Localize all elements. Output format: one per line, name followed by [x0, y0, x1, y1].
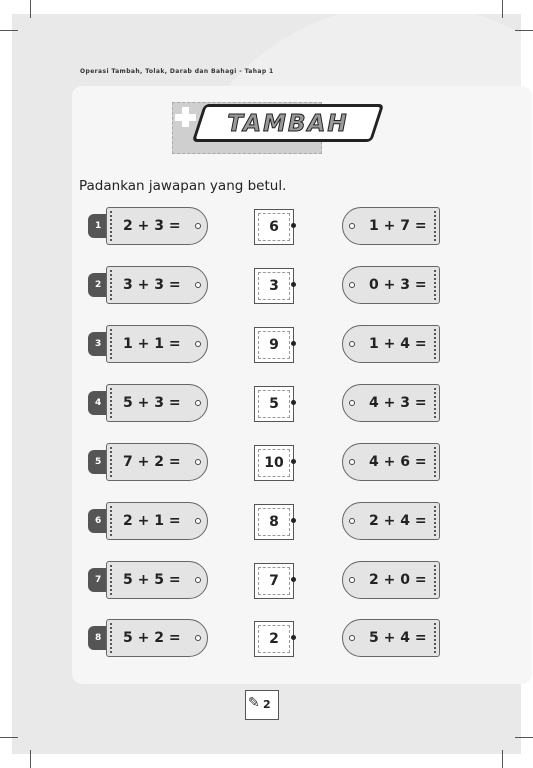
exercise-row [0, 441, 533, 483]
answer-box [254, 268, 294, 304]
exercise-row [0, 205, 533, 247]
left-expression-tag[interactable] [106, 561, 208, 599]
question-number: 1 [88, 214, 112, 238]
tag-hole-icon [349, 459, 355, 465]
title-banner [172, 98, 382, 158]
right-match-dot[interactable] [291, 282, 296, 287]
tag-hole-icon [195, 341, 201, 347]
tag-edge [110, 329, 116, 359]
exercise-row [0, 264, 533, 306]
crop-mark [0, 30, 18, 31]
crop-mark [502, 750, 503, 768]
answer-value: 5 [269, 396, 279, 412]
answer-box [254, 445, 294, 481]
question-number: 6 [88, 509, 112, 533]
tag-edge [430, 388, 436, 418]
page-number: 2 [263, 698, 271, 711]
tag-edge [110, 388, 116, 418]
answer-value: 2 [269, 631, 279, 647]
tag-edge [430, 270, 436, 300]
right-expression-tag[interactable] [342, 266, 440, 304]
header-title: Operasi Tambah, Tolak, Darab dan Bahagi [80, 68, 237, 75]
tag-hole-icon [195, 635, 201, 641]
question-number: 4 [88, 391, 112, 415]
answer-value: 6 [269, 219, 279, 235]
left-expression: 7 + 2 = [123, 454, 181, 470]
tag-hole-icon [349, 223, 355, 229]
tag-hole-icon [349, 282, 355, 288]
crop-mark [30, 750, 31, 768]
exercise-row [0, 617, 533, 659]
right-match-dot[interactable] [291, 341, 296, 346]
exercise-row [0, 382, 533, 424]
tag-hole-icon [195, 400, 201, 406]
left-expression: 2 + 3 = [123, 218, 181, 234]
tag-edge [430, 623, 436, 653]
right-expression: 1 + 7 = [369, 218, 427, 234]
banner-title: TAMBAH [227, 111, 349, 137]
question-number: 3 [88, 332, 112, 356]
left-expression-tag[interactable] [106, 443, 208, 481]
right-match-dot[interactable] [291, 518, 296, 523]
right-expression: 2 + 0 = [369, 572, 427, 588]
tag-hole-icon [349, 518, 355, 524]
crop-mark [515, 30, 533, 31]
crop-mark [30, 0, 31, 18]
question-number: 2 [88, 273, 112, 297]
tag-hole-icon [195, 518, 201, 524]
left-expression: 5 + 3 = [123, 395, 181, 411]
right-expression: 0 + 3 = [369, 277, 427, 293]
tag-edge [110, 565, 116, 595]
question-number: 7 [88, 568, 112, 592]
right-expression-tag[interactable] [342, 619, 440, 657]
answer-value: 9 [269, 337, 279, 353]
page-number-box [245, 690, 279, 720]
right-match-dot[interactable] [291, 459, 296, 464]
answer-value: 3 [269, 278, 279, 294]
right-expression: 2 + 4 = [369, 513, 427, 529]
left-expression: 5 + 2 = [123, 630, 181, 646]
right-expression-tag[interactable] [342, 502, 440, 540]
running-header [80, 68, 274, 75]
tag-edge [430, 447, 436, 477]
tag-edge [430, 211, 436, 241]
crop-mark [0, 737, 18, 738]
right-match-dot[interactable] [291, 223, 296, 228]
right-expression-tag[interactable] [342, 325, 440, 363]
tag-edge [430, 329, 436, 359]
right-expression: 1 + 4 = [369, 336, 427, 352]
crop-mark [515, 737, 533, 738]
left-expression-tag[interactable] [106, 325, 208, 363]
tag-hole-icon [195, 577, 201, 583]
tag-hole-icon [349, 341, 355, 347]
answer-box [254, 209, 294, 245]
header-stage: - Tahap 1 [239, 68, 274, 75]
answer-box [254, 386, 294, 422]
answer-box [254, 563, 294, 599]
left-expression: 1 + 1 = [123, 336, 181, 352]
right-match-dot[interactable] [291, 635, 296, 640]
instruction-text: Padankan jawapan yang betul. [79, 178, 287, 194]
tag-edge [110, 270, 116, 300]
answer-value: 10 [264, 455, 284, 471]
tag-hole-icon [195, 282, 201, 288]
tag-edge [110, 211, 116, 241]
right-match-dot[interactable] [291, 577, 296, 582]
tag-edge [430, 565, 436, 595]
tag-edge [110, 447, 116, 477]
right-expression: 4 + 6 = [369, 454, 427, 470]
tag-hole-icon [195, 223, 201, 229]
left-expression-tag[interactable] [106, 266, 208, 304]
left-expression: 2 + 1 = [123, 513, 181, 529]
question-number: 8 [88, 626, 112, 650]
right-expression-tag[interactable] [342, 207, 440, 245]
exercise-row [0, 559, 533, 601]
tag-hole-icon [349, 635, 355, 641]
left-expression-tag[interactable] [106, 619, 208, 657]
right-expression: 4 + 3 = [369, 395, 427, 411]
tag-hole-icon [349, 400, 355, 406]
tag-hole-icon [349, 577, 355, 583]
right-expression-tag[interactable] [342, 443, 440, 481]
answer-box [254, 504, 294, 540]
right-match-dot[interactable] [291, 400, 296, 405]
tag-hole-icon [195, 459, 201, 465]
tag-edge [110, 623, 116, 653]
right-expression: 5 + 4 = [369, 630, 427, 646]
exercise-row [0, 323, 533, 365]
tag-edge [110, 506, 116, 536]
right-expression-tag[interactable] [342, 561, 440, 599]
answer-box [254, 621, 294, 657]
answer-value: 8 [269, 514, 279, 530]
left-expression-tag[interactable] [106, 207, 208, 245]
crop-mark [502, 0, 503, 18]
left-expression-tag[interactable] [106, 502, 208, 540]
pencil-icon: ✎ [248, 695, 260, 711]
answer-value: 7 [269, 573, 279, 589]
answer-box [254, 327, 294, 363]
right-expression-tag[interactable] [342, 384, 440, 422]
left-expression: 5 + 5 = [123, 572, 181, 588]
left-expression: 3 + 3 = [123, 277, 181, 293]
plus-icon [175, 114, 196, 121]
question-number: 5 [88, 450, 112, 474]
tag-edge [430, 506, 436, 536]
left-expression-tag[interactable] [106, 384, 208, 422]
exercise-row [0, 500, 533, 542]
